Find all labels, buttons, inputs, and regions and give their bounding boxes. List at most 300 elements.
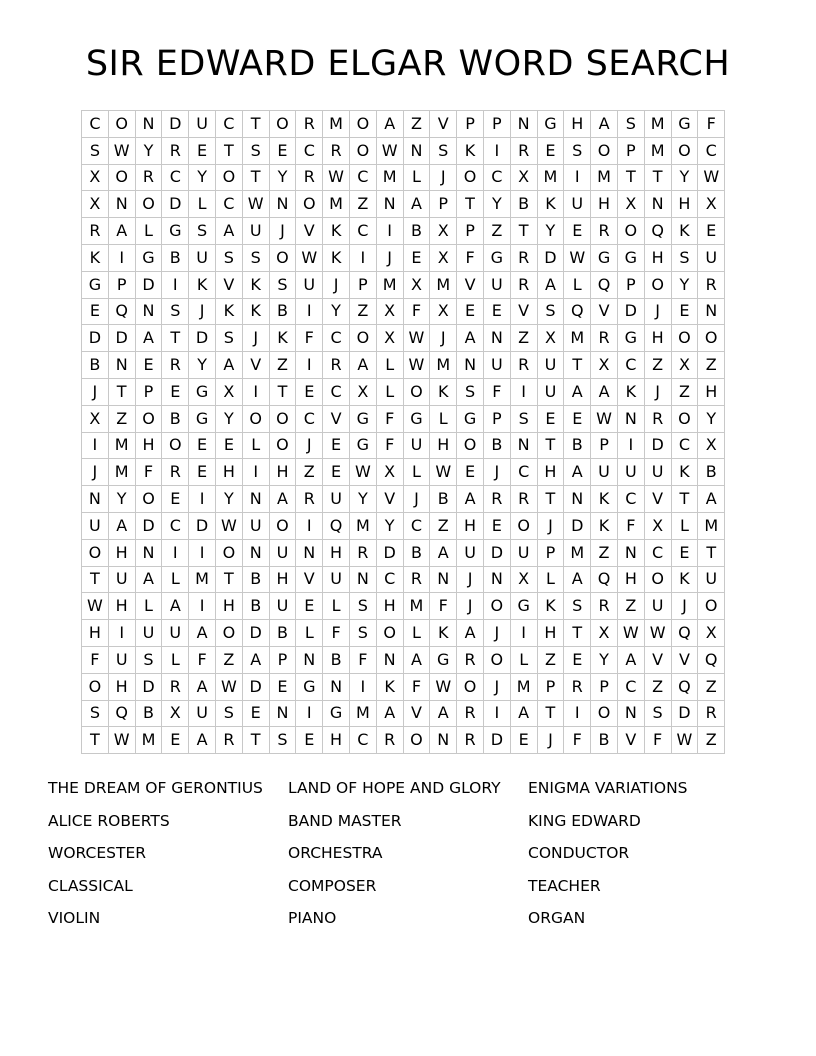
grid-cell[interactable]: O: [403, 727, 430, 754]
grid-cell[interactable]: G: [403, 405, 430, 432]
grid-cell[interactable]: D: [671, 700, 698, 727]
grid-cell[interactable]: R: [135, 164, 162, 191]
grid-cell[interactable]: M: [135, 727, 162, 754]
grid-cell[interactable]: T: [537, 486, 564, 513]
grid-cell[interactable]: I: [349, 244, 376, 271]
grid-cell[interactable]: C: [376, 566, 403, 593]
grid-cell[interactable]: X: [162, 700, 189, 727]
grid-cell[interactable]: C: [617, 673, 644, 700]
grid-cell[interactable]: E: [162, 486, 189, 513]
grid-cell[interactable]: A: [108, 512, 135, 539]
grid-cell[interactable]: U: [189, 700, 216, 727]
grid-cell[interactable]: X: [644, 512, 671, 539]
grid-cell[interactable]: F: [644, 727, 671, 754]
grid-cell[interactable]: H: [135, 432, 162, 459]
grid-cell[interactable]: U: [564, 191, 591, 218]
grid-cell[interactable]: M: [108, 432, 135, 459]
grid-cell[interactable]: E: [698, 218, 725, 245]
grid-cell[interactable]: N: [108, 352, 135, 379]
grid-cell[interactable]: F: [349, 646, 376, 673]
grid-cell[interactable]: W: [108, 727, 135, 754]
grid-cell[interactable]: L: [323, 593, 350, 620]
grid-cell[interactable]: J: [82, 378, 109, 405]
grid-cell[interactable]: Y: [108, 486, 135, 513]
grid-cell[interactable]: V: [403, 700, 430, 727]
grid-cell[interactable]: M: [430, 352, 457, 379]
grid-cell[interactable]: I: [483, 137, 510, 164]
grid-cell[interactable]: N: [296, 539, 323, 566]
grid-cell[interactable]: I: [296, 352, 323, 379]
grid-cell[interactable]: N: [430, 566, 457, 593]
grid-cell[interactable]: T: [644, 164, 671, 191]
grid-cell[interactable]: K: [617, 378, 644, 405]
grid-cell[interactable]: B: [430, 486, 457, 513]
grid-cell[interactable]: C: [349, 218, 376, 245]
grid-cell[interactable]: Y: [376, 512, 403, 539]
grid-cell[interactable]: D: [135, 271, 162, 298]
grid-cell[interactable]: C: [323, 325, 350, 352]
grid-cell[interactable]: E: [510, 727, 537, 754]
grid-cell[interactable]: O: [108, 164, 135, 191]
grid-cell[interactable]: M: [108, 459, 135, 486]
grid-cell[interactable]: H: [644, 244, 671, 271]
grid-cell[interactable]: P: [617, 137, 644, 164]
grid-cell[interactable]: W: [430, 459, 457, 486]
grid-cell[interactable]: Y: [189, 164, 216, 191]
grid-cell[interactable]: H: [617, 566, 644, 593]
grid-cell[interactable]: Z: [698, 727, 725, 754]
grid-cell[interactable]: G: [189, 405, 216, 432]
grid-cell[interactable]: Q: [108, 700, 135, 727]
grid-cell[interactable]: U: [135, 620, 162, 647]
grid-cell[interactable]: R: [323, 352, 350, 379]
grid-cell[interactable]: R: [510, 244, 537, 271]
grid-cell[interactable]: L: [189, 191, 216, 218]
grid-cell[interactable]: E: [403, 244, 430, 271]
grid-cell[interactable]: Q: [644, 218, 671, 245]
grid-cell[interactable]: S: [82, 700, 109, 727]
grid-cell[interactable]: U: [296, 271, 323, 298]
grid-cell[interactable]: D: [162, 191, 189, 218]
grid-cell[interactable]: X: [698, 432, 725, 459]
grid-cell[interactable]: N: [644, 191, 671, 218]
grid-cell[interactable]: N: [376, 191, 403, 218]
grid-cell[interactable]: L: [403, 164, 430, 191]
grid-cell[interactable]: D: [82, 325, 109, 352]
grid-cell[interactable]: W: [215, 673, 242, 700]
grid-cell[interactable]: D: [135, 673, 162, 700]
grid-cell[interactable]: J: [537, 512, 564, 539]
grid-cell[interactable]: H: [215, 593, 242, 620]
grid-cell[interactable]: J: [403, 486, 430, 513]
grid-cell[interactable]: O: [671, 325, 698, 352]
grid-cell[interactable]: C: [403, 512, 430, 539]
grid-cell[interactable]: Q: [591, 566, 618, 593]
grid-cell[interactable]: E: [269, 673, 296, 700]
grid-cell[interactable]: X: [82, 191, 109, 218]
grid-cell[interactable]: B: [510, 191, 537, 218]
grid-cell[interactable]: A: [564, 566, 591, 593]
grid-cell[interactable]: R: [162, 137, 189, 164]
grid-cell[interactable]: U: [189, 244, 216, 271]
grid-cell[interactable]: T: [82, 566, 109, 593]
grid-cell[interactable]: Z: [349, 191, 376, 218]
grid-cell[interactable]: O: [135, 486, 162, 513]
grid-cell[interactable]: X: [591, 352, 618, 379]
grid-cell[interactable]: Z: [510, 325, 537, 352]
grid-cell[interactable]: J: [671, 593, 698, 620]
grid-cell[interactable]: M: [189, 566, 216, 593]
grid-cell[interactable]: C: [296, 137, 323, 164]
grid-cell[interactable]: H: [430, 432, 457, 459]
grid-cell[interactable]: S: [215, 244, 242, 271]
grid-cell[interactable]: E: [242, 700, 269, 727]
grid-cell[interactable]: P: [108, 271, 135, 298]
grid-cell[interactable]: Z: [671, 378, 698, 405]
grid-cell[interactable]: U: [242, 512, 269, 539]
grid-cell[interactable]: O: [457, 673, 484, 700]
grid-cell[interactable]: C: [215, 111, 242, 138]
grid-cell[interactable]: T: [510, 218, 537, 245]
grid-cell[interactable]: T: [617, 164, 644, 191]
grid-cell[interactable]: L: [537, 566, 564, 593]
grid-cell[interactable]: C: [323, 378, 350, 405]
grid-cell[interactable]: E: [457, 298, 484, 325]
grid-cell[interactable]: U: [537, 378, 564, 405]
grid-cell[interactable]: L: [510, 646, 537, 673]
grid-cell[interactable]: G: [296, 673, 323, 700]
grid-cell[interactable]: J: [644, 298, 671, 325]
grid-cell[interactable]: A: [269, 486, 296, 513]
grid-cell[interactable]: C: [483, 164, 510, 191]
grid-cell[interactable]: N: [510, 111, 537, 138]
grid-cell[interactable]: O: [671, 137, 698, 164]
grid-cell[interactable]: R: [215, 727, 242, 754]
grid-cell[interactable]: K: [430, 378, 457, 405]
grid-cell[interactable]: E: [323, 459, 350, 486]
grid-cell[interactable]: O: [296, 191, 323, 218]
grid-cell[interactable]: E: [564, 646, 591, 673]
grid-cell[interactable]: I: [510, 378, 537, 405]
grid-cell[interactable]: N: [403, 137, 430, 164]
grid-cell[interactable]: O: [483, 593, 510, 620]
grid-cell[interactable]: M: [564, 539, 591, 566]
grid-cell[interactable]: C: [510, 459, 537, 486]
grid-cell[interactable]: X: [82, 164, 109, 191]
grid-cell[interactable]: A: [617, 646, 644, 673]
grid-cell[interactable]: E: [269, 137, 296, 164]
grid-cell[interactable]: O: [349, 111, 376, 138]
grid-cell[interactable]: W: [698, 164, 725, 191]
grid-cell[interactable]: X: [215, 378, 242, 405]
grid-cell[interactable]: G: [135, 244, 162, 271]
grid-cell[interactable]: T: [242, 727, 269, 754]
grid-cell[interactable]: M: [644, 111, 671, 138]
grid-cell[interactable]: R: [510, 137, 537, 164]
grid-cell[interactable]: E: [296, 378, 323, 405]
grid-cell[interactable]: Y: [215, 405, 242, 432]
grid-cell[interactable]: N: [108, 191, 135, 218]
grid-cell[interactable]: S: [564, 593, 591, 620]
grid-cell[interactable]: L: [296, 620, 323, 647]
grid-cell[interactable]: G: [430, 646, 457, 673]
grid-cell[interactable]: C: [162, 164, 189, 191]
grid-cell[interactable]: D: [564, 512, 591, 539]
grid-cell[interactable]: F: [323, 620, 350, 647]
grid-cell[interactable]: E: [296, 593, 323, 620]
grid-cell[interactable]: X: [510, 566, 537, 593]
grid-cell[interactable]: J: [430, 325, 457, 352]
grid-cell[interactable]: O: [269, 111, 296, 138]
grid-cell[interactable]: R: [323, 137, 350, 164]
grid-cell[interactable]: E: [162, 378, 189, 405]
grid-cell[interactable]: N: [430, 727, 457, 754]
grid-cell[interactable]: C: [162, 512, 189, 539]
grid-cell[interactable]: I: [376, 218, 403, 245]
grid-cell[interactable]: W: [617, 620, 644, 647]
grid-cell[interactable]: C: [644, 539, 671, 566]
grid-cell[interactable]: L: [162, 566, 189, 593]
grid-cell[interactable]: P: [537, 673, 564, 700]
grid-cell[interactable]: D: [162, 111, 189, 138]
grid-cell[interactable]: C: [296, 405, 323, 432]
grid-cell[interactable]: O: [269, 405, 296, 432]
grid-cell[interactable]: G: [537, 111, 564, 138]
grid-cell[interactable]: F: [403, 673, 430, 700]
grid-cell[interactable]: I: [242, 378, 269, 405]
grid-cell[interactable]: P: [269, 646, 296, 673]
grid-cell[interactable]: T: [269, 378, 296, 405]
grid-cell[interactable]: S: [162, 298, 189, 325]
grid-cell[interactable]: G: [591, 244, 618, 271]
grid-cell[interactable]: X: [671, 352, 698, 379]
grid-cell[interactable]: W: [403, 352, 430, 379]
grid-cell[interactable]: G: [349, 405, 376, 432]
grid-cell[interactable]: E: [296, 727, 323, 754]
grid-cell[interactable]: Z: [483, 218, 510, 245]
grid-cell[interactable]: W: [644, 620, 671, 647]
grid-cell[interactable]: O: [269, 244, 296, 271]
grid-cell[interactable]: H: [591, 191, 618, 218]
grid-cell[interactable]: N: [82, 486, 109, 513]
grid-cell[interactable]: F: [376, 432, 403, 459]
grid-cell[interactable]: O: [135, 191, 162, 218]
grid-cell[interactable]: C: [617, 486, 644, 513]
grid-cell[interactable]: R: [698, 271, 725, 298]
grid-cell[interactable]: S: [189, 218, 216, 245]
grid-cell[interactable]: I: [189, 486, 216, 513]
grid-cell[interactable]: B: [483, 432, 510, 459]
grid-cell[interactable]: J: [242, 325, 269, 352]
grid-cell[interactable]: U: [483, 352, 510, 379]
grid-cell[interactable]: O: [376, 620, 403, 647]
grid-cell[interactable]: F: [189, 646, 216, 673]
grid-cell[interactable]: O: [698, 325, 725, 352]
grid-cell[interactable]: E: [457, 459, 484, 486]
grid-cell[interactable]: T: [537, 700, 564, 727]
grid-cell[interactable]: A: [349, 352, 376, 379]
grid-cell[interactable]: O: [269, 432, 296, 459]
grid-cell[interactable]: H: [564, 111, 591, 138]
grid-cell[interactable]: Y: [671, 164, 698, 191]
grid-cell[interactable]: R: [162, 459, 189, 486]
grid-cell[interactable]: K: [671, 566, 698, 593]
grid-cell[interactable]: W: [349, 459, 376, 486]
grid-cell[interactable]: N: [483, 566, 510, 593]
grid-cell[interactable]: J: [457, 593, 484, 620]
grid-cell[interactable]: U: [617, 459, 644, 486]
grid-cell[interactable]: W: [242, 191, 269, 218]
grid-cell[interactable]: K: [537, 593, 564, 620]
grid-cell[interactable]: I: [162, 539, 189, 566]
grid-cell[interactable]: Y: [698, 405, 725, 432]
grid-cell[interactable]: O: [698, 593, 725, 620]
grid-cell[interactable]: B: [162, 244, 189, 271]
grid-cell[interactable]: R: [698, 700, 725, 727]
grid-cell[interactable]: Z: [644, 673, 671, 700]
grid-cell[interactable]: O: [215, 539, 242, 566]
grid-cell[interactable]: I: [296, 298, 323, 325]
grid-cell[interactable]: U: [323, 486, 350, 513]
grid-cell[interactable]: T: [215, 137, 242, 164]
grid-cell[interactable]: T: [564, 620, 591, 647]
grid-cell[interactable]: O: [349, 137, 376, 164]
grid-cell[interactable]: L: [430, 405, 457, 432]
grid-cell[interactable]: S: [617, 111, 644, 138]
grid-cell[interactable]: K: [376, 673, 403, 700]
grid-cell[interactable]: D: [135, 512, 162, 539]
grid-cell[interactable]: L: [135, 593, 162, 620]
grid-cell[interactable]: K: [323, 218, 350, 245]
grid-cell[interactable]: U: [82, 512, 109, 539]
grid-cell[interactable]: Z: [403, 111, 430, 138]
grid-cell[interactable]: I: [82, 432, 109, 459]
grid-cell[interactable]: C: [349, 727, 376, 754]
grid-cell[interactable]: O: [215, 620, 242, 647]
grid-cell[interactable]: Y: [537, 218, 564, 245]
grid-cell[interactable]: E: [135, 352, 162, 379]
grid-cell[interactable]: U: [269, 539, 296, 566]
grid-cell[interactable]: Z: [108, 405, 135, 432]
grid-cell[interactable]: M: [323, 191, 350, 218]
grid-cell[interactable]: X: [617, 191, 644, 218]
grid-cell[interactable]: C: [698, 137, 725, 164]
grid-cell[interactable]: U: [591, 459, 618, 486]
grid-cell[interactable]: O: [510, 512, 537, 539]
grid-cell[interactable]: A: [510, 700, 537, 727]
grid-cell[interactable]: O: [483, 646, 510, 673]
grid-cell[interactable]: E: [537, 405, 564, 432]
grid-cell[interactable]: X: [430, 218, 457, 245]
grid-cell[interactable]: U: [242, 218, 269, 245]
grid-cell[interactable]: P: [591, 673, 618, 700]
grid-cell[interactable]: H: [215, 459, 242, 486]
grid-cell[interactable]: A: [135, 325, 162, 352]
grid-cell[interactable]: M: [430, 271, 457, 298]
grid-cell[interactable]: B: [591, 727, 618, 754]
grid-cell[interactable]: X: [698, 620, 725, 647]
grid-cell[interactable]: H: [269, 566, 296, 593]
grid-cell[interactable]: U: [108, 646, 135, 673]
grid-cell[interactable]: J: [483, 620, 510, 647]
grid-cell[interactable]: J: [323, 271, 350, 298]
grid-cell[interactable]: B: [403, 539, 430, 566]
grid-cell[interactable]: L: [376, 352, 403, 379]
grid-cell[interactable]: X: [591, 620, 618, 647]
grid-cell[interactable]: J: [189, 298, 216, 325]
grid-cell[interactable]: A: [591, 111, 618, 138]
grid-cell[interactable]: A: [698, 486, 725, 513]
grid-cell[interactable]: O: [82, 539, 109, 566]
grid-cell[interactable]: R: [564, 673, 591, 700]
grid-cell[interactable]: A: [376, 700, 403, 727]
grid-cell[interactable]: X: [698, 191, 725, 218]
grid-cell[interactable]: B: [269, 620, 296, 647]
grid-cell[interactable]: J: [483, 673, 510, 700]
grid-cell[interactable]: O: [617, 218, 644, 245]
grid-cell[interactable]: O: [162, 432, 189, 459]
grid-cell[interactable]: G: [189, 378, 216, 405]
grid-cell[interactable]: M: [323, 111, 350, 138]
grid-cell[interactable]: S: [349, 620, 376, 647]
grid-cell[interactable]: S: [510, 405, 537, 432]
grid-cell[interactable]: D: [242, 673, 269, 700]
grid-cell[interactable]: G: [510, 593, 537, 620]
grid-cell[interactable]: K: [323, 244, 350, 271]
grid-cell[interactable]: P: [483, 111, 510, 138]
grid-cell[interactable]: P: [457, 218, 484, 245]
grid-cell[interactable]: W: [430, 673, 457, 700]
grid-cell[interactable]: T: [537, 432, 564, 459]
grid-cell[interactable]: H: [457, 512, 484, 539]
grid-cell[interactable]: O: [644, 271, 671, 298]
grid-cell[interactable]: P: [537, 539, 564, 566]
grid-cell[interactable]: T: [108, 378, 135, 405]
grid-cell[interactable]: T: [215, 566, 242, 593]
grid-cell[interactable]: K: [591, 512, 618, 539]
grid-cell[interactable]: P: [135, 378, 162, 405]
grid-cell[interactable]: M: [376, 164, 403, 191]
grid-cell[interactable]: D: [376, 539, 403, 566]
grid-cell[interactable]: K: [671, 459, 698, 486]
grid-cell[interactable]: N: [510, 432, 537, 459]
grid-cell[interactable]: R: [644, 405, 671, 432]
grid-cell[interactable]: L: [403, 459, 430, 486]
grid-cell[interactable]: O: [349, 325, 376, 352]
grid-cell[interactable]: F: [430, 593, 457, 620]
grid-cell[interactable]: D: [108, 325, 135, 352]
grid-cell[interactable]: V: [296, 218, 323, 245]
grid-cell[interactable]: M: [698, 512, 725, 539]
grid-cell[interactable]: O: [108, 111, 135, 138]
grid-cell[interactable]: R: [457, 646, 484, 673]
grid-cell[interactable]: Q: [323, 512, 350, 539]
grid-cell[interactable]: S: [242, 244, 269, 271]
grid-cell[interactable]: N: [269, 700, 296, 727]
grid-cell[interactable]: V: [457, 271, 484, 298]
grid-cell[interactable]: D: [483, 539, 510, 566]
grid-cell[interactable]: N: [376, 646, 403, 673]
grid-cell[interactable]: S: [671, 244, 698, 271]
grid-cell[interactable]: W: [376, 137, 403, 164]
grid-cell[interactable]: U: [698, 244, 725, 271]
grid-cell[interactable]: T: [82, 727, 109, 754]
grid-cell[interactable]: F: [296, 325, 323, 352]
grid-cell[interactable]: R: [296, 111, 323, 138]
grid-cell[interactable]: F: [483, 378, 510, 405]
grid-cell[interactable]: J: [376, 244, 403, 271]
grid-cell[interactable]: N: [269, 191, 296, 218]
